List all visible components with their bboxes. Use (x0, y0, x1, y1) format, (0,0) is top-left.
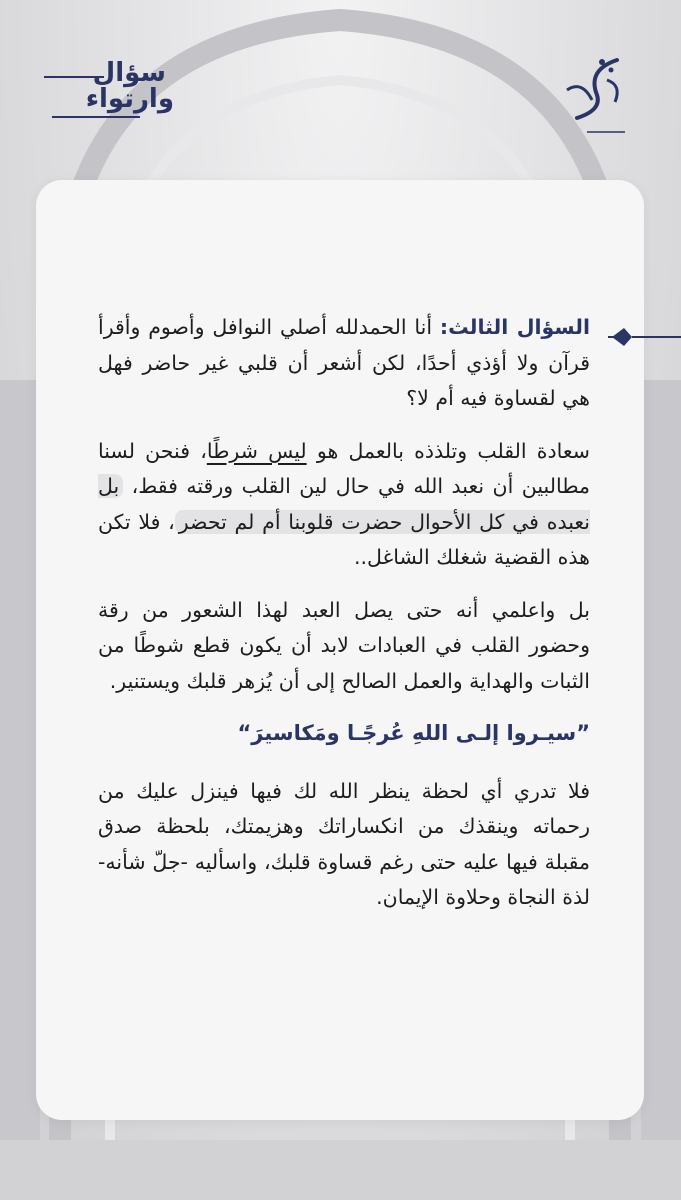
answer1-part3: ، فلا تكن هذه القضية شغلك الشاغل.. (98, 509, 590, 569)
wordmark-underline (52, 116, 140, 118)
question-paragraph (98, 310, 590, 417)
answer1-part2: ، فنحن لسنا مطالبين أن نعبد الله في حال لين القلب ورقته فقط، (98, 438, 590, 498)
answer1-part1: سعادة القلب وتلذذه بالعمل هو (306, 438, 590, 463)
answer-paragraph-3: فلا تدري أي لحظة ينظر الله لك فيها فينزل عليك من رحماته وينقذك من انكساراتك وهزيمتك، بلحظة صدق مقبلة فيها عليه حتى رغم قساوة قلبك، واسأليه -جلّ شأنه- لذة النجاة وحلاوة الإيمان. (98, 778, 590, 909)
pen-nib-icon (608, 322, 681, 352)
wordmark-line1: سؤال (92, 58, 166, 88)
answer1-underlined: ليس شرطًا (206, 438, 307, 463)
answer-paragraph-2: بل واعلمي أنه حتى يصل العبد لهذا الشعور من رقة وحضور القلب في العبادات لابد أن يكون قطع شوطًا من الثبات والهداية والعمل الصالح إلى أن يُزهر قلبك ويستنير. (98, 597, 590, 693)
question-text: أنا الحمدلله أصلي النوافل وأصوم وأقرأ قرآن ولا أؤذي أحدًا، لكن أشعر أن قلبي غير حاضر فهل هي لقساوة فيه أم لا؟ (98, 315, 590, 410)
quote-line: ”سيـروا إلـى اللهِ عُرجًـا ومَكاسيرَ“ (237, 721, 590, 745)
brand-wordmark (44, 58, 174, 118)
wordmark-line2: وارتواء (85, 84, 174, 114)
article-body (98, 310, 590, 933)
question-label: السؤال الثالث: (439, 315, 590, 339)
content-card (36, 180, 644, 1120)
answer-paragraph-1 (98, 434, 590, 576)
answer1-highlighted: بل نعبده في كل الأحوال حضرت قلوبنا أم لم تحضر (98, 474, 590, 534)
calligraphy-logo-icon (547, 40, 639, 140)
